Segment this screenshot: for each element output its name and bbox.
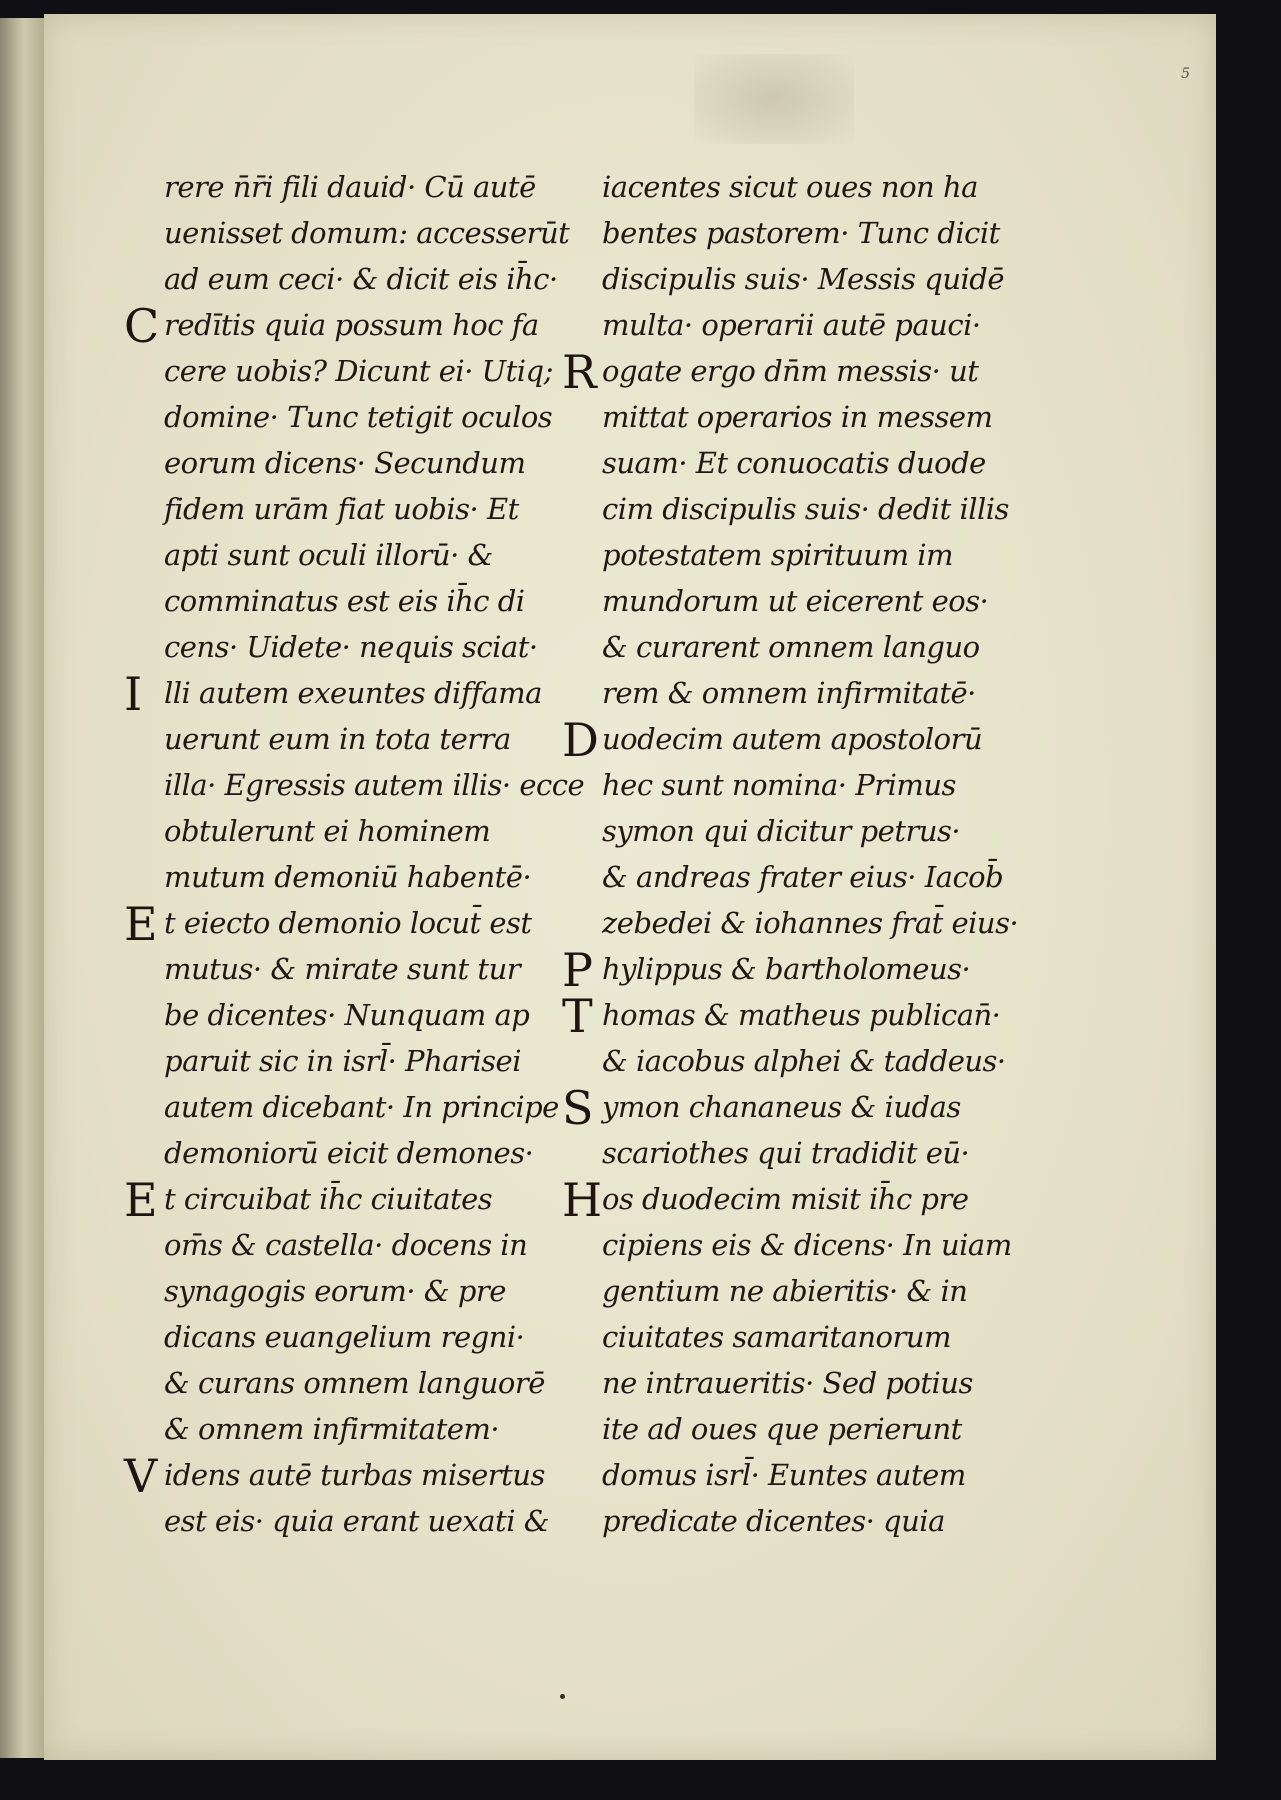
line-text: symon qui dicitur petrus· — [602, 814, 961, 848]
text-line — [562, 345, 982, 399]
line-text: iacentes sicut oues non ha — [602, 170, 978, 204]
line-text: demoniorū eicit demones· — [164, 1136, 534, 1170]
text-line — [124, 667, 544, 721]
text-line — [124, 210, 570, 256]
initial-letter: E — [124, 1173, 158, 1227]
line-text: ciuitates samaritanorum — [602, 1320, 952, 1354]
line-text: uenisset domum: accesserūt — [164, 216, 570, 250]
text-line — [124, 394, 553, 440]
line-text: dicans euangelium regni· — [164, 1320, 525, 1354]
manuscript-page — [44, 14, 1216, 1760]
text-line — [562, 1360, 982, 1406]
initial-letter: I — [124, 667, 142, 721]
line-text: & omnem infirmitatem· — [164, 1412, 500, 1446]
line-text: domus isrl̄· Euntes autem — [602, 1458, 966, 1492]
text-line — [124, 1498, 550, 1544]
line-text: ne intraueritis· Sed potius — [602, 1366, 973, 1400]
text-line — [562, 164, 982, 210]
line-text: rere n̄r̄i fili dauid· Cū autē — [164, 170, 536, 204]
line-text: domine· Tunc tetigit oculos — [164, 400, 553, 434]
line-text: & iacobus alphei & taddeus· — [602, 1044, 1006, 1078]
line-text: om̄s & castella· docens in — [164, 1228, 528, 1262]
line-text: predicate dicentes· quia — [602, 1504, 945, 1538]
line-text: apti sunt oculi illorū· & — [164, 538, 493, 572]
line-text: potestatem spirituum im — [602, 538, 954, 572]
line-text: uodecim autem apostolorū — [602, 722, 983, 756]
line-text: scariothes qui tradidit eū· — [602, 1136, 970, 1170]
line-text: cim discipulis suis· dedit illis — [602, 492, 1009, 526]
text-line — [562, 1130, 982, 1176]
line-text: hylippus & bartholomeus· — [602, 952, 971, 986]
text-line — [562, 1173, 982, 1227]
text-line — [562, 1222, 1012, 1268]
text-line — [562, 713, 983, 767]
line-text: suam· Et conuocatis duode — [602, 446, 986, 480]
text-line — [562, 1452, 982, 1498]
line-text: lli autem exeuntes diffama — [164, 676, 542, 710]
text-line — [562, 210, 1000, 256]
text-line — [124, 897, 544, 951]
initial-letter: D — [562, 713, 599, 767]
text-line — [124, 1130, 544, 1176]
text-line — [562, 532, 982, 578]
text-line — [562, 1498, 982, 1544]
text-line — [124, 1038, 544, 1084]
line-text: autem dicebant· In principe — [164, 1090, 559, 1124]
line-text: rem & omnem infirmitatē· — [602, 676, 976, 710]
text-line — [562, 440, 986, 486]
line-text: mundorum ut eicerent eos· — [602, 584, 989, 618]
text-line — [562, 854, 1004, 900]
line-text: t circuibat ih̄c ciuitates — [164, 1182, 493, 1216]
line-text: & andreas frater eius· Iacob̄ — [602, 860, 1004, 894]
text-line — [124, 440, 544, 486]
initial-letter: V — [124, 1449, 157, 1503]
line-text: cere uobis? Dicunt ei· Utiq; — [164, 354, 553, 388]
line-text: redītis quia possum hoc fa — [164, 308, 539, 342]
text-line — [124, 854, 544, 900]
initial-letter: T — [562, 989, 593, 1043]
text-line — [124, 299, 544, 353]
line-text: ite ad oues que perierunt — [602, 1412, 962, 1446]
line-text: illa· Egressis autem illis· ecce — [164, 768, 585, 802]
initial-letter: R — [562, 345, 597, 399]
line-text: fidem urām fiat uobis· Et — [164, 492, 519, 526]
text-line — [562, 670, 982, 716]
text-column-left — [124, 164, 585, 1544]
text-line — [562, 989, 1001, 1043]
text-line — [562, 1406, 982, 1452]
initial-letter: P — [562, 943, 593, 997]
text-line — [124, 1360, 544, 1406]
text-line — [124, 1314, 544, 1360]
line-text: mittat operarios in messem — [602, 400, 993, 434]
text-line — [562, 624, 982, 670]
line-text: comminatus est eis ih̄c di — [164, 584, 525, 618]
facing-page-edge — [0, 18, 44, 1758]
text-line — [562, 808, 982, 854]
text-line — [562, 1081, 982, 1135]
text-line — [124, 1406, 544, 1452]
line-text: ogate ergo dn̄m messis· ut — [602, 354, 979, 388]
text-line — [562, 394, 993, 440]
text-line — [124, 946, 544, 992]
line-text: & curarent omnem languo — [602, 630, 980, 664]
text-line — [562, 302, 982, 348]
text-line — [562, 256, 1005, 302]
initial-letter: H — [562, 1173, 602, 1227]
line-text: obtulerunt ei hominem — [164, 814, 491, 848]
text-line — [562, 1038, 1006, 1084]
text-line — [562, 943, 982, 997]
line-text: cipiens eis & dicens· In uiam — [602, 1228, 1012, 1262]
line-text: & curans omnem languorē — [164, 1366, 545, 1400]
line-text: zebedei & iohannes frat̄ eius· — [602, 906, 1019, 940]
text-line — [562, 762, 982, 808]
line-text: paruit sic in isrl̄· Pharisei — [164, 1044, 521, 1078]
parchment-stain — [694, 54, 854, 144]
line-text: hec sunt nomina· Primus — [602, 768, 956, 802]
line-text: uerunt eum in tota terra — [164, 722, 511, 756]
initial-letter: E — [124, 897, 158, 951]
line-text: mutus· & mirate sunt tur — [164, 952, 521, 986]
text-line — [562, 1268, 982, 1314]
text-line — [124, 1084, 559, 1130]
text-line — [124, 348, 553, 394]
line-text: synagogis eorum· & pre — [164, 1274, 506, 1308]
text-line — [562, 578, 989, 624]
line-text: multa· operarii autē pauci· — [602, 308, 981, 342]
line-text: eorum dicens· Secundum — [164, 446, 526, 480]
line-text: homas & matheus publican̄· — [602, 998, 1001, 1032]
text-line — [124, 532, 544, 578]
text-line — [124, 716, 544, 762]
text-line — [124, 624, 544, 670]
initial-letter: C — [124, 299, 159, 353]
line-text: ad eum ceci· & dicit eis ih̄c· — [164, 262, 558, 296]
text-line — [124, 486, 544, 532]
line-text: ymon chananeus & iudas — [602, 1090, 961, 1124]
line-text: discipulis suis· Messis quidē — [602, 262, 1005, 296]
text-line — [124, 992, 544, 1038]
line-text: t eiecto demonio locut̄ est — [164, 906, 532, 940]
text-line — [124, 256, 558, 302]
text-line — [124, 762, 585, 808]
line-text: os duodecim misit ih̄c pre — [602, 1182, 969, 1216]
text-line — [124, 1173, 544, 1227]
text-line — [562, 900, 1019, 946]
line-text: bentes pastorem· Tunc dicit — [602, 216, 1000, 250]
line-text: est eis· quia erant uexati & — [164, 1504, 550, 1538]
line-text: mutum demoniū habentē· — [164, 860, 532, 894]
text-column-right — [562, 164, 1019, 1544]
initial-letter: S — [562, 1081, 594, 1135]
ink-dot — [560, 1694, 565, 1699]
line-text: cens· Uidete· nequis sciat· — [164, 630, 538, 664]
text-line — [124, 1449, 545, 1503]
line-text: idens autē turbas misertus — [164, 1458, 545, 1492]
text-line — [562, 1314, 982, 1360]
line-text: be dicentes· Nunquam ap — [164, 998, 530, 1032]
text-line — [124, 164, 544, 210]
text-line — [562, 486, 1009, 532]
text-line — [124, 808, 544, 854]
text-line — [124, 1222, 544, 1268]
text-line — [124, 578, 544, 624]
line-text: gentium ne abieritis· & in — [602, 1274, 968, 1308]
text-line — [124, 1268, 544, 1314]
folio-number: 5 — [1181, 66, 1190, 82]
